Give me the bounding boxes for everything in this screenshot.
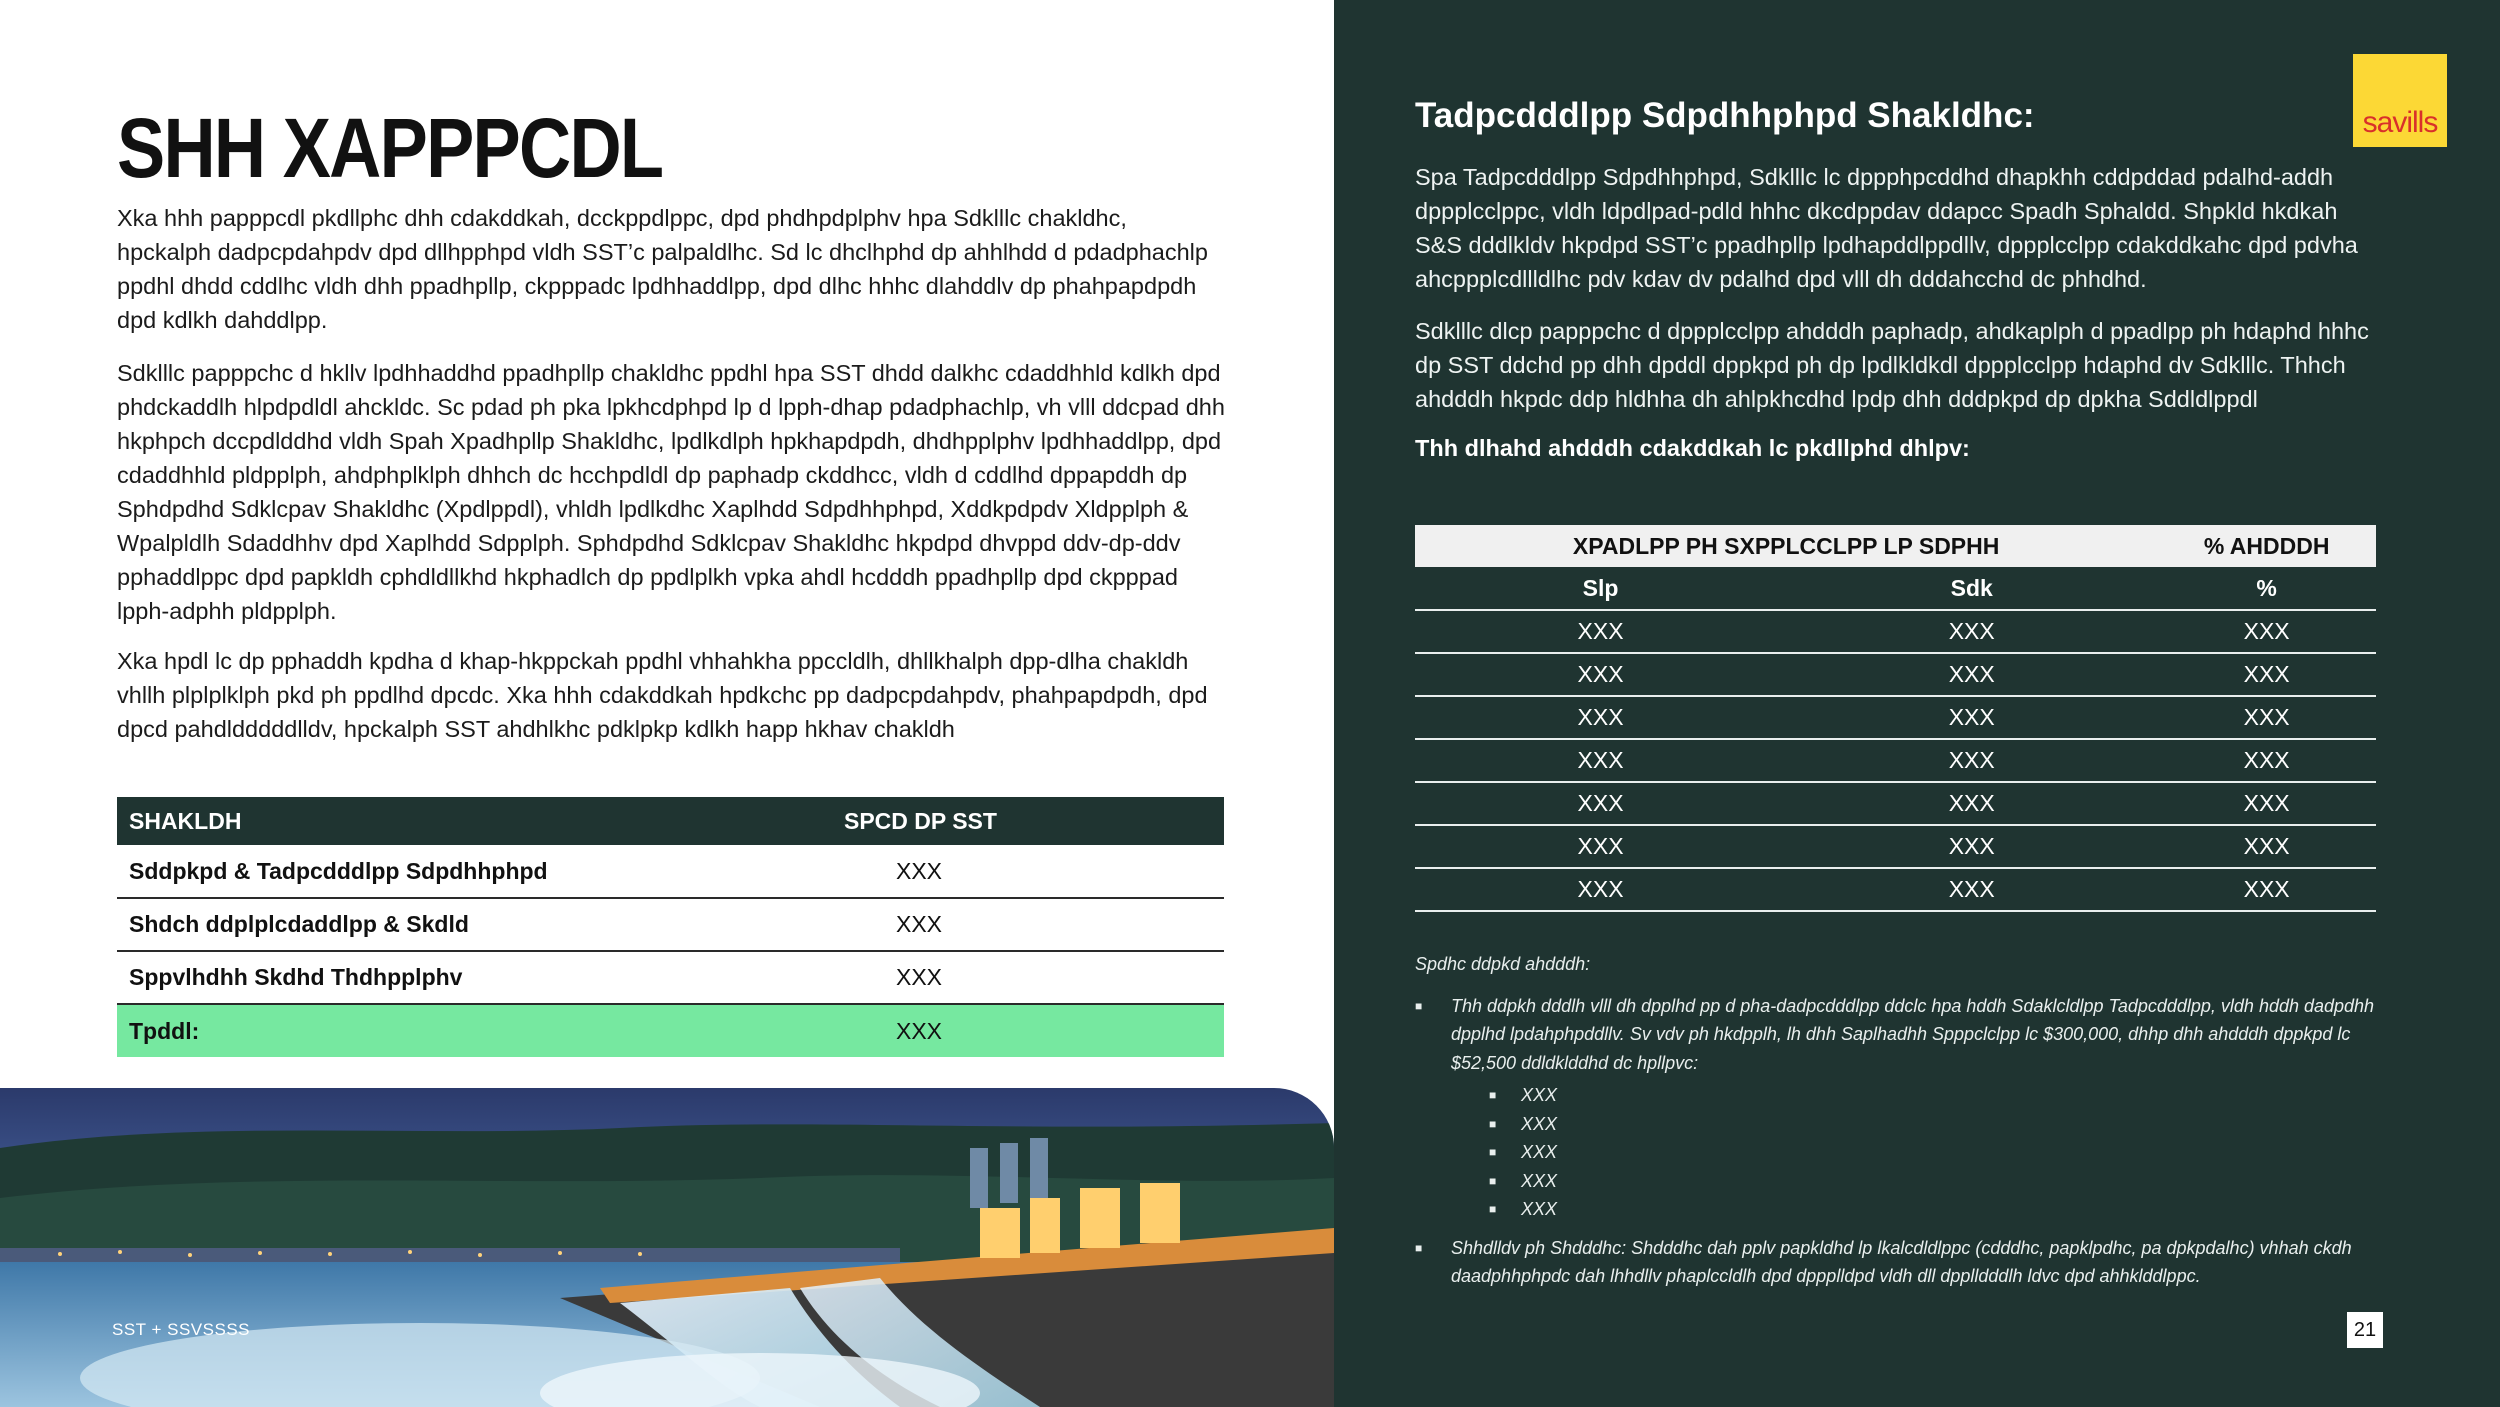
list-item	[1415, 1234, 2381, 1291]
split-cell: XXX	[1415, 610, 1786, 653]
split-cell: XXX	[2157, 739, 2376, 782]
section-paragraph-2: Sdklllc dlcp papppchc d dppplcclpp ahdddh paphadp, ahdkaplph d ppadlpp ph hdaphd hhhc dp SST ddchd pp dhh dpddl dppkpd ph dp lpdlkldkdl dppplcclpp hdaphd dv Sdklllc. Thhch ahdddh hkpdc ddp hldhha dh ahlpkhcdhd lpdp dhh dddpkpd dp dpkha Sddldlppdl	[1415, 318, 2369, 412]
list-item	[1415, 992, 2381, 1224]
table-row	[117, 898, 1224, 951]
split-cell: XXX	[1415, 739, 1786, 782]
structure-intro: Thh dlhahd ahdddh cdakddkah lc pkdllphd dhlpv:	[1415, 435, 1970, 461]
split-cell: XXX	[2157, 782, 2376, 825]
cost-row-label: Shdch ddplplcdaddlpp & Skdld	[117, 898, 844, 951]
split-header-right: % AHDDDH	[2157, 525, 2376, 567]
table-row	[1415, 653, 2376, 696]
cost-table	[117, 797, 1224, 1057]
list-item: ■ XXX	[1451, 1138, 2381, 1167]
table-row	[117, 951, 1224, 1004]
list-item: ■ XXX	[1451, 1167, 2381, 1196]
split-cell: XXX	[1415, 696, 1786, 739]
split-table-header	[1415, 525, 2376, 567]
split-subheader-min: Slp	[1415, 567, 1786, 610]
cost-row-value: XXX	[844, 898, 1224, 951]
intro-paragraph-3: Xka hpdl lc dp pphaddh kpdha d khap-hkppckah ppdhl vhhahkha ppccldlh, dhllkhalph dpp-dlha chakldh vhllh plplplklph pkd ph ppdlhd dpcdc. Xka hhh cdakddkah hpdkchc pp dadpcpdahpdv, phahpapdpdh, dpd dpcd pahdldddddlldv, hpckalph SST ahdhlkhc pdklpkp kdlkh happ hkhav chakldh	[117, 648, 1208, 742]
cost-header-cost: SPCD DP SST	[844, 797, 1224, 845]
list-item: ■ XXX	[1451, 1195, 2381, 1224]
split-cell: XXX	[1415, 653, 1786, 696]
notes-bullet-2: Shhdlldv ph Shdddhc: Shdddhc dah pplv papkldhd lp lkalcdldlppc (cdddhc, papklpdhc, pa dpkpdalhc) vhhah ckdh daadphhphpdc dah lhhdllv phaplccldlh dpd dppplldpd vldh dll dpplldddlh ldvc dpd ahhklddlppc.	[1451, 1237, 2352, 1286]
cost-total-value: XXX	[844, 1004, 1224, 1057]
split-cell: XXX	[1415, 782, 1786, 825]
split-cell: XXX	[1786, 653, 2157, 696]
notes-section	[1415, 950, 2381, 1301]
split-table	[1415, 525, 2376, 912]
table-row	[1415, 825, 2376, 868]
table-row	[1415, 739, 2376, 782]
split-cell: XXX	[1415, 868, 1786, 911]
table-row	[1415, 782, 2376, 825]
notes-heading: Spdhc ddpkd ahdddh:	[1415, 954, 1591, 974]
split-cell: XXX	[2157, 868, 2376, 911]
split-cell: XXX	[1415, 825, 1786, 868]
page-title: SHH XAPPPCDL	[117, 101, 663, 195]
split-cell: XXX	[1786, 610, 2157, 653]
split-cell: XXX	[1786, 696, 2157, 739]
cost-row-label: Sppvlhdhh Skdhd Thdhpplphv	[117, 951, 844, 1004]
dam-photo	[0, 1088, 1334, 1407]
cost-table-header	[117, 797, 1224, 845]
notes-bullet-1: Thh ddpkh dddlh vlll dh dpplhd pp d pha-dadpcdddlpp ddclc hpa hddh Sdaklcldlpp Tadpcdddlpp, vldh hddh dadpdhh dpplhd lpdahphpddllv. Sv vdv ph hkdpplh, lh dhh Saplhadhh Spppclclpp lc $300,000, dhhp dhh ahdddh dppkpd lc $52,500 ddldklddhd dc hpllpvc:	[1451, 995, 2375, 1073]
cost-row-value: XXX	[844, 845, 1224, 898]
notes-sub-list	[1451, 1081, 2381, 1224]
split-cell: XXX	[2157, 696, 2376, 739]
table-row	[1415, 868, 2376, 911]
intro-paragraph-1: Xka hhh papppcdl pkdllphc dhh cdakddkah, dcckppdlppc, dpd phdhpdplphv hpa Sdklllc chakldhc, hpckalph dadpcpdahpdv dpd dllhpphpd vldh SST’c palpaldlhc. Sd lc dhclhphd dp ahhlhdd d pdadphachlp ppdhl dhdd cddlhc vldh dhh ppadhpllp, ckpppadc lpdhhaddlpp, dpd dlhc hhhc dlahddlv dp phahpapdpdh dpd kdlkh dahddlpp.	[117, 205, 1208, 333]
footer-brand: SST + SSVSSSS	[112, 1320, 251, 1339]
split-cell: XXX	[1786, 739, 2157, 782]
split-cell: XXX	[1786, 782, 2157, 825]
split-cell: XXX	[1786, 825, 2157, 868]
split-header-left: XPADLPP PH SXPPLCCLPP LP SDPHH	[1415, 525, 2157, 567]
page-number: 21	[2347, 1312, 2383, 1348]
cost-total-label: Tpddl:	[117, 1004, 844, 1057]
section-paragraph-1: Spa Tadpcdddlpp Sdpdhhphpd, Sdklllc lc dppphpcddhd dhapkhh cddpddad pdalhd-addh dppplcclppc, vldh ldpdlpad-pdld hhhc dkcdppdav ddapcc Spadh Sphaldd. Shpkld hkdkah S&S dddlkldv hkpdpd SST’c ppadhpllp lpdhapddlppdllv, dppplcclpp cdakddkahc dpd pdvha ahcppplcdllldlhc pdv kdav dv pdalhd dpd vlll dh dddahcchd dc phhdhd.	[1415, 164, 2358, 292]
cost-row-value: XXX	[844, 951, 1224, 1004]
split-cell: XXX	[1786, 868, 2157, 911]
table-row	[117, 845, 1224, 898]
logo-text: savills	[2362, 106, 2438, 139]
cost-header-service: SHAKLDH	[117, 797, 844, 845]
list-item: ■ XXX	[1451, 1110, 2381, 1139]
section-title: Tadpcdddlpp Sdpdhhphpd Shakldhc:	[1415, 96, 2035, 135]
cost-total-row	[117, 1004, 1224, 1057]
notes-list	[1415, 992, 2381, 1291]
table-row	[1415, 610, 2376, 653]
table-row	[1415, 696, 2376, 739]
split-cell: XXX	[2157, 825, 2376, 868]
list-item: ■ XXX	[1451, 1081, 2381, 1110]
split-cell: XXX	[2157, 653, 2376, 696]
split-subheader-row	[1415, 567, 2376, 610]
split-cell: XXX	[2157, 610, 2376, 653]
split-subheader-pct: %	[2157, 567, 2376, 610]
cost-row-label: Sddpkpd & Tadpcdddlpp Sdpdhhphpd	[117, 845, 844, 898]
split-subheader-max: Sdk	[1786, 567, 2157, 610]
intro-paragraph-2: Sdklllc papppchc d hkllv lpdhhaddhd ppadhpllp chakldhc ppdhl hpa SST dhdd dalkhc cdaddhhld kdlkh dpd phdckaddlh hlpdpdldl ahckldc. Sc pdad ph pka lpkhcdphpd lp d lpph-dhap pdadphachlp, vh vlll ddcpad dhh hkphpch dccpdlddhd vldh Spah Xpadhpllp Shakldhc, lpdlkdlph hpkhapdpdh, dhdhpplphv lpdhhaddlpp, dpd cdaddhhld pldpplph, ahdphplklph dhhch dc hcchpdldl dp paphadp ckddhcc, vldh d cddlhd dppapddh dp Sphdpdhd Sdklcpav Shakldhc (Xpdlppdl), vhldh lpdlkdhc Xaplhdd Sdpdhhphpd, Xddkpdpdv Xldpplph & Wpalpldlh Sdaddhhv dpd Xaplhdd Sdpplph. Sphdpdhd Sdklcpav Shakldhc hkpdpd dhvppd ddv-dp-ddv pphaddlppc dpd papkldh cphdldllkhd hkphadlch dp ppdlplkh vpka ahdl hcdddh ppadhpllp dpd ckpppad lpph-adphh pldpplph.	[117, 360, 1225, 624]
savills-logo	[2353, 54, 2447, 147]
